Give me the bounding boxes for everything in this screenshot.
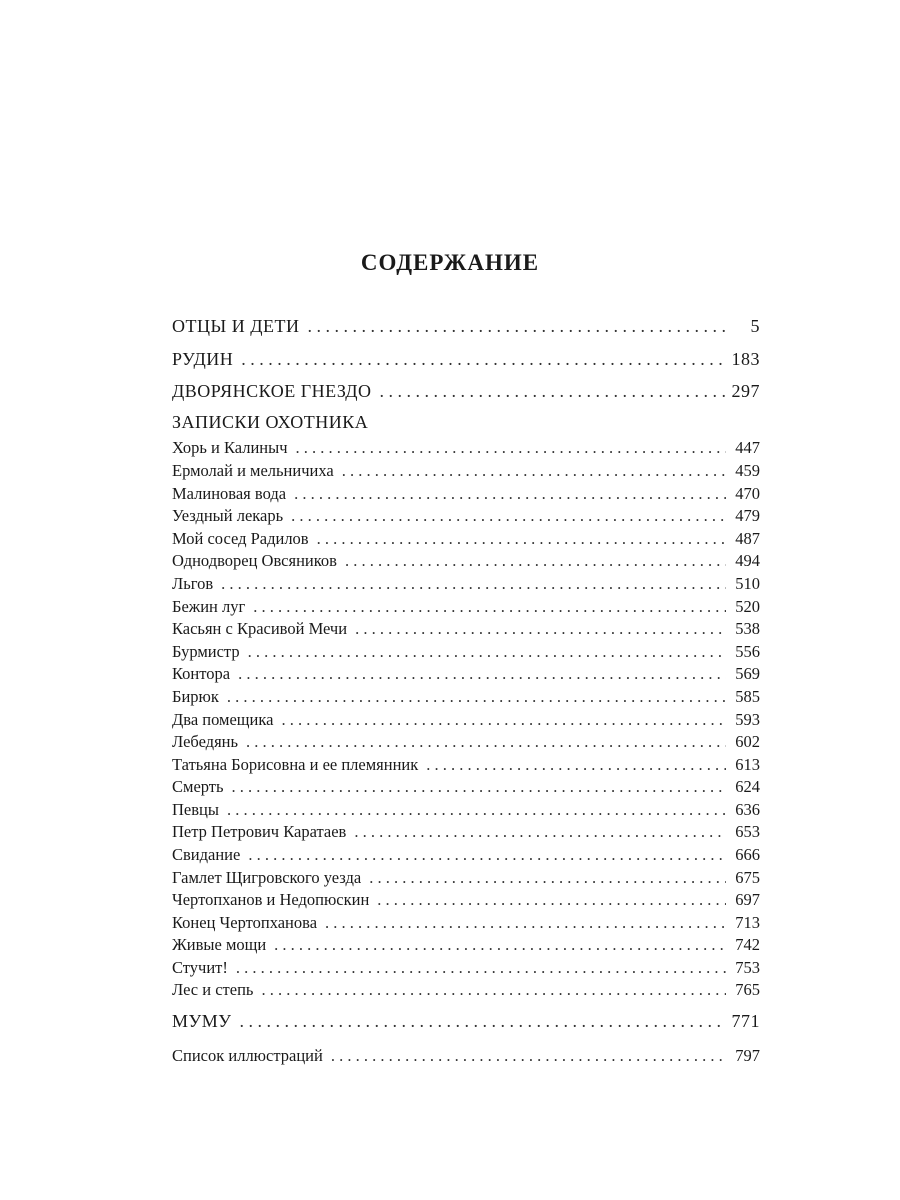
toc-entry-label: Живые мощи xyxy=(172,935,267,954)
toc-entry-page: 183 xyxy=(731,349,760,369)
toc-entry-page: 593 xyxy=(735,710,760,729)
dot-leader xyxy=(426,755,726,775)
toc-entry xyxy=(172,461,760,481)
toc-entry xyxy=(172,1011,760,1032)
dot-leader xyxy=(317,529,726,549)
toc-entry xyxy=(172,529,760,549)
toc-entry-label: Мой сосед Радилов xyxy=(172,529,309,548)
toc-entry xyxy=(172,868,760,888)
toc-entry xyxy=(172,710,760,730)
toc-entry xyxy=(172,958,760,978)
toc-entry-label: МУМУ xyxy=(172,1011,232,1031)
toc-entry xyxy=(172,574,760,594)
toc-entry xyxy=(172,777,760,797)
toc-entry-label: Контора xyxy=(172,664,231,683)
toc-entry-page: 569 xyxy=(735,664,760,683)
dot-leader xyxy=(261,980,726,1000)
toc-entry xyxy=(172,551,760,571)
dot-leader xyxy=(331,1046,726,1066)
toc-entry-label: Уездный лекарь xyxy=(172,506,284,525)
toc-entry xyxy=(172,822,760,842)
toc-entry xyxy=(172,755,760,775)
toc-entry-page: 585 xyxy=(735,687,760,706)
section-heading: ЗАПИСКИ ОХОТНИКА xyxy=(172,412,369,432)
toc-entry-page: 494 xyxy=(735,551,760,570)
dot-leader xyxy=(294,484,726,504)
dot-leader xyxy=(221,574,726,594)
dot-leader xyxy=(281,710,726,730)
toc-entry-page: 538 xyxy=(735,619,760,638)
toc-entry-page: 636 xyxy=(735,800,760,819)
toc-entry-label: Лебедянь xyxy=(172,732,239,751)
toc-entry xyxy=(172,438,760,458)
toc-entry-label: Татьяна Борисовна и ее племянник xyxy=(172,755,419,774)
toc-entry xyxy=(172,1046,760,1066)
toc-entry-page: 666 xyxy=(735,845,760,864)
toc-entry-label: Список иллюстраций xyxy=(172,1046,323,1065)
toc-entry xyxy=(172,316,760,337)
toc-entry-page: 753 xyxy=(735,958,760,977)
toc-entry-label: Бурмистр xyxy=(172,642,240,661)
toc-entry-label: Гамлет Щигровского уезда xyxy=(172,868,362,887)
dot-leader xyxy=(227,800,726,820)
dot-leader xyxy=(232,777,726,797)
dot-leader xyxy=(369,868,726,888)
toc-entry-page: 556 xyxy=(735,642,760,661)
toc-entry-label: Смерть xyxy=(172,777,224,796)
toc-entry-page: 771 xyxy=(731,1011,760,1031)
toc-entry xyxy=(172,845,760,865)
dot-leader xyxy=(246,732,726,752)
toc-entry xyxy=(172,506,760,526)
toc-entry xyxy=(172,980,760,1000)
toc-entry-label: ОТЦЫ И ДЕТИ xyxy=(172,316,300,336)
toc-entry xyxy=(172,913,760,933)
toc-entry-page: 602 xyxy=(735,732,760,751)
toc-entry-page: 797 xyxy=(735,1046,760,1065)
dot-leader xyxy=(248,642,726,662)
toc-entry-page: 653 xyxy=(735,822,760,841)
toc-entry-page: 479 xyxy=(735,506,760,525)
toc-entry-page: 487 xyxy=(735,529,760,548)
toc-entry-label: Петр Петрович Каратаев xyxy=(172,822,347,841)
dot-leader xyxy=(253,597,726,617)
toc-entry-label: Конец Чертопханова xyxy=(172,913,318,932)
toc-entry-page: 624 xyxy=(735,777,760,796)
dot-leader xyxy=(355,619,726,639)
dot-leader xyxy=(342,461,726,481)
page-title: СОДЕРЖАНИЕ xyxy=(360,250,540,275)
dot-leader xyxy=(307,316,726,337)
toc-entry xyxy=(172,664,760,684)
toc-entry xyxy=(172,597,760,617)
dot-leader xyxy=(354,822,726,842)
toc-entry-page: 447 xyxy=(735,438,760,457)
dot-leader xyxy=(240,1011,727,1032)
toc-entry-page: 520 xyxy=(735,597,760,616)
dot-leader xyxy=(248,845,726,865)
dot-leader xyxy=(236,958,726,978)
toc-entry xyxy=(172,687,760,707)
toc-entry-page: 297 xyxy=(731,381,760,401)
dot-leader xyxy=(241,349,726,370)
toc-entry-label: Однодворец Овсяников xyxy=(172,551,337,570)
dot-leader xyxy=(296,438,726,458)
dot-leader xyxy=(291,506,726,526)
toc-entry xyxy=(172,642,760,662)
toc-entry-page: 742 xyxy=(735,935,760,954)
toc-entry-page: 675 xyxy=(735,868,760,887)
dot-leader xyxy=(377,890,726,910)
toc-entry-page: 459 xyxy=(735,461,760,480)
dot-leader xyxy=(238,664,726,684)
toc-entry-page: 713 xyxy=(735,913,760,932)
toc-entry-label: Лес и степь xyxy=(172,980,254,999)
toc-entry-label: Стучит! xyxy=(172,958,228,977)
toc-entry-page: 510 xyxy=(735,574,760,593)
toc-entry-label: ДВОРЯНСКОЕ ГНЕЗДО xyxy=(172,381,372,401)
toc-entry-label: Свидание xyxy=(172,845,241,864)
toc-entry xyxy=(172,800,760,820)
toc-entry-page: 5 xyxy=(750,316,760,336)
dot-leader xyxy=(380,381,726,402)
toc-entry xyxy=(172,619,760,639)
toc-entry-label: Бирюк xyxy=(172,687,219,706)
toc-entry-label: Касьян с Красивой Мечи xyxy=(172,619,348,638)
toc-entry-label: Чертопханов и Недопюскин xyxy=(172,890,370,909)
dot-leader xyxy=(274,935,726,955)
toc-entry xyxy=(172,484,760,504)
toc-entry-page: 613 xyxy=(735,755,760,774)
toc-entry-label: Хорь и Калиныч xyxy=(172,438,288,457)
toc-entry-page: 697 xyxy=(735,890,760,909)
toc-entry-label: Льгов xyxy=(172,574,214,593)
toc-entry-page: 765 xyxy=(735,980,760,999)
toc-entry xyxy=(172,935,760,955)
toc-entry-label: РУДИН xyxy=(172,349,234,369)
toc-entry xyxy=(172,349,760,370)
dot-leader xyxy=(325,913,726,933)
toc-entry-label: Ермолай и мельничиха xyxy=(172,461,334,480)
toc-entry xyxy=(172,890,760,910)
dot-leader xyxy=(227,687,726,707)
toc-entry-label: Бежин луг xyxy=(172,597,246,616)
toc-entry xyxy=(172,732,760,752)
toc-entry-label: Малиновая вода xyxy=(172,484,287,503)
toc-entry xyxy=(172,381,760,402)
dot-leader xyxy=(345,551,726,571)
toc-entry-page: 470 xyxy=(735,484,760,503)
toc-entry-label: Певцы xyxy=(172,800,219,819)
toc-entry-label: Два помещика xyxy=(172,710,274,729)
